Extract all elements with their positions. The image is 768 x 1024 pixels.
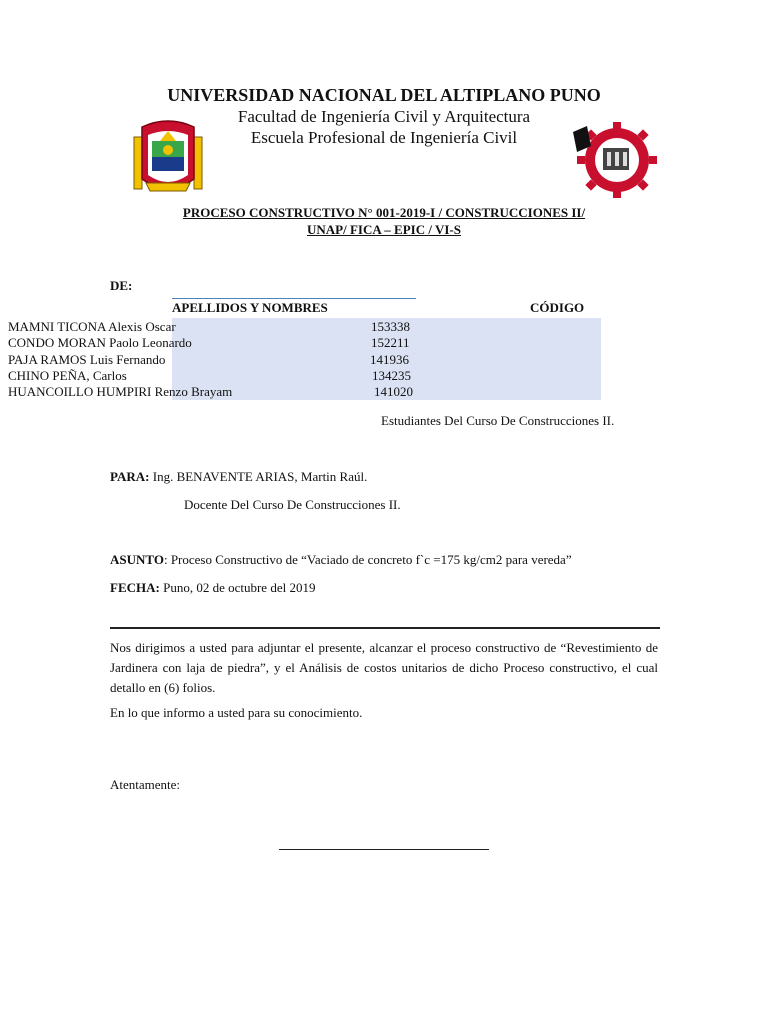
table-header-rule	[172, 298, 416, 299]
table-row	[8, 335, 608, 351]
student-code: 141020	[374, 384, 413, 399]
table-row	[8, 319, 608, 335]
students-role: Estudiantes Del Curso De Construcciones II.	[381, 413, 615, 428]
student-name: MAMNI TICONA Alexis Oscar	[8, 319, 176, 334]
student-name: PAJA RAMOS Luis Fernando	[8, 352, 166, 367]
to-label: PARA:	[110, 469, 150, 484]
column-header-names: APELLIDOS Y NOMBRES	[172, 300, 328, 315]
closing: Atentamente:	[110, 777, 181, 792]
student-name: HUANCOILLO HUMPIRI Renzo Brayam	[8, 384, 233, 399]
student-code: 141936	[370, 352, 409, 367]
subject-line	[110, 552, 572, 568]
to-name: Ing. BENAVENTE ARIAS, Martin Raúl.	[149, 469, 368, 484]
student-code: 152211	[371, 335, 410, 350]
student-name: CONDO MORAN Paolo Leonardo	[8, 335, 192, 350]
date-line	[110, 580, 315, 596]
student-code: 134235	[372, 368, 411, 383]
divider	[110, 627, 660, 629]
to-line	[110, 469, 367, 485]
civil-engineering-gear-logo	[565, 122, 663, 198]
date-text: Puno, 02 de octubre del 2019	[159, 580, 316, 595]
university-title: UNIVERSIDAD NACIONAL DEL ALTIPLANO PUNO	[167, 85, 601, 105]
reference-line-1: PROCESO CONSTRUCTIVO N° 001-2019-I / CONSTRUCCIONES II/	[182, 205, 586, 220]
body-paragraph-2: En lo que informo a usted para su conocimiento.	[110, 705, 363, 720]
student-name: CHINO PEÑA, Carlos	[8, 368, 127, 383]
signature-line	[279, 849, 489, 850]
from-label: DE:	[110, 278, 133, 293]
date-label: FECHA:	[110, 580, 160, 595]
to-role: Docente Del Curso De Construcciones II.	[184, 497, 401, 512]
body-paragraph-1: Nos dirigimos a usted para adjuntar el presente, alcanzar el proceso constructivo de “Revestimiento de Jardinera con laja de piedra”, y el Análisis de costos unitarios de dicho Proceso constructivo, el cual detallo en (6) folios.	[110, 640, 658, 695]
table-row	[8, 352, 608, 368]
reference-line-2: UNAP/ FICA – EPIC / VI-S	[307, 222, 461, 237]
subject-label: ASUNTO	[110, 552, 164, 567]
faculty-title: Facultad de Ingeniería Civil y Arquitectura	[237, 107, 531, 126]
school-title: Escuela Profesional de Ingeniería Civil	[250, 128, 518, 147]
student-code: 153338	[371, 319, 410, 334]
subject-text: : Proceso Constructivo de “Vaciado de concreto f`c =175 kg/cm2 para vereda”	[163, 552, 572, 567]
column-header-code: CÓDIGO	[530, 300, 585, 315]
table-row	[8, 384, 608, 400]
table-row	[8, 368, 608, 384]
university-crest-logo	[128, 117, 208, 197]
